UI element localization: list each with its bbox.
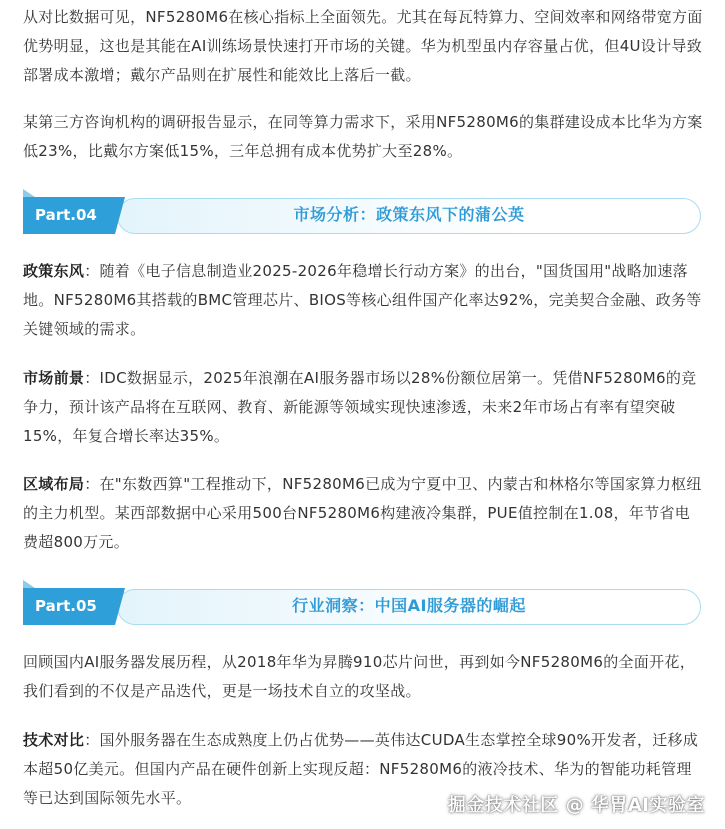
paragraph-lead: 市场前景 [23,369,85,387]
paragraph-policy [23,257,703,344]
section-header-part-04 [23,197,701,231]
paragraph-text: ：IDC数据显示，2025年浪潮在AI服务器市场以28%份额位居第一。凭借NF5280M6的竞争力，预计该产品将在互联网、教育、新能源等领域实现快速渗透，未来2年市场占有率有望突破15%，年复合增长率达35%。 [23,369,697,445]
paragraph-text: ：随着《电子信息制造业2025-2026年稳增长行动方案》的出台，"国货国用"战略加速落地。NF5280M6其搭载的BMC管理芯片、BIOS等核心组件国产化率达92%，完美契合金融、政务等关键领域的需求。 [23,262,702,338]
paragraph-comparison-summary: 从对比数据可见，NF5280M6在核心指标上全面领先。尤其在每瓦特算力、空间效率和网络带宽方面优势明显，这也是其能在AI训练场景快速打开市场的关键。华为机型虽内存容量占优，但4U设计导致部署成本激增；戴尔产品则在扩展性和能效比上落后一截。 [23,8,703,84]
paragraph-history: 回顾国内AI服务器发展历程，从2018年华为昇腾910芯片问世，再到如今NF5280M6的全面开花，我们看到的不仅是产品迭代，更是一场技术自立的攻坚战。 [23,653,695,700]
section-title: 行业洞察：中国AI服务器的崛起 [292,596,526,615]
paragraph-text: ：国外服务器在生态成熟度上仍占优势——英伟达CUDA生态掌控全球90%开发者，迁移成本超50亿美元。但国内产品在硬件创新上实现反超：NF5280M6的液冷技术、华为的智能功耗管理等已达到国际领先水平。 [23,731,699,807]
paragraph-lead: 政策东风 [23,262,85,280]
paragraph-text: ：在"东数西算"工程推动下，NF5280M6已成为宁夏中卫、内蒙古和林格尔等国家算力枢纽的主力机型。某西部数据中心采用500台NF5280M6构建液冷集群，PUE值控制在1.08，年节省电费超800万元。 [23,475,702,551]
paragraph-lead: 技术对比 [23,731,85,749]
paragraph-regional-layout [23,470,703,557]
paragraph-market-outlook [23,364,703,451]
section-tag: Part.04 [23,197,115,234]
watermark: 掘金技术社区 @ 华胃AI实验室 [447,795,705,816]
paragraph-cost-report: 某第三方咨询机构的调研报告显示，在同等算力需求下，采用NF5280M6的集群建设成本比华为方案低23%，比戴尔方案低15%，三年总拥有成本优势扩大至28%。 [23,113,703,160]
section-tag: Part.05 [23,588,115,625]
section-title: 市场分析：政策东风下的蒲公英 [293,205,525,224]
section-header-part-05 [23,588,701,622]
paragraph-lead: 区域布局 [23,475,85,493]
